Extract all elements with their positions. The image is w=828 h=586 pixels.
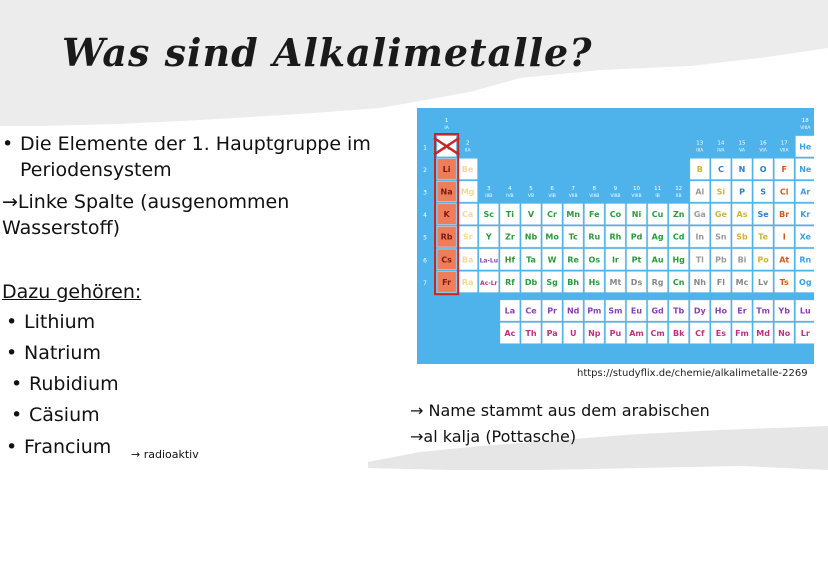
element-Zr-symbol: Zr: [505, 232, 515, 242]
lanthanide-Tm-symbol: Tm: [756, 306, 770, 316]
francium-note: → radioaktiv: [131, 448, 199, 461]
element-Ni-symbol: Ni: [631, 210, 642, 220]
name-origin-line-2: →al kalja (Pottasche): [410, 427, 577, 446]
period-number-4: 4: [423, 212, 427, 220]
lanthanide-Yb-symbol: Yb: [778, 306, 790, 316]
list-item-rubidium: • Rubidium: [29, 372, 119, 397]
group-roman-14: IVA: [717, 148, 725, 154]
element-Si-symbol: Si: [716, 187, 726, 197]
group-number-7: 7: [571, 185, 575, 192]
element-Cs-symbol: Cs: [441, 255, 452, 265]
element-Rb-symbol: Rb: [440, 232, 453, 242]
element-Ba-symbol: Ba: [461, 255, 474, 265]
element-La-Lu-symbol: La-Lu: [479, 257, 499, 265]
group-roman-7: VIIB: [568, 193, 578, 199]
arrow-left-column-cont: Wasserstoff): [2, 217, 120, 239]
element-Hf-symbol: Hf: [504, 255, 515, 265]
list-item-natrium: • Natrium: [24, 341, 101, 366]
element-Ar-symbol: Ar: [800, 187, 811, 197]
element-Ir-symbol: Ir: [611, 255, 619, 265]
element-K-symbol: K: [443, 210, 450, 220]
element-Pt-symbol: Pt: [631, 255, 642, 265]
element-Ti-symbol: Ti: [505, 210, 515, 220]
element-Ag-symbol: Ag: [651, 232, 664, 242]
actinide-U-symbol: U: [569, 329, 577, 339]
lanthanide-Pm-symbol: Pm: [587, 306, 602, 316]
group-number-1: 1: [444, 118, 449, 124]
element-Mt-symbol: Mt: [609, 277, 622, 287]
period-number-5: 5: [423, 234, 427, 242]
element-Ru-symbol: Ru: [588, 232, 601, 242]
arrow-left-column: →Linke Spalte (ausgenommen: [2, 191, 290, 213]
element-Ra-symbol: Ra: [461, 277, 474, 287]
element-Pd-symbol: Pd: [630, 232, 643, 242]
group-number-9: 9: [613, 185, 618, 192]
element-I-symbol: I: [782, 232, 786, 242]
group-roman-1: IA: [444, 126, 449, 131]
element-Hs-symbol: Hs: [588, 277, 601, 287]
element-Ts-symbol: Ts: [779, 277, 789, 287]
element-Pb-symbol: Pb: [715, 255, 727, 265]
element-Fr-symbol: Fr: [442, 277, 452, 287]
group-number-15: 15: [738, 140, 746, 147]
group-number-2: 2: [465, 140, 470, 147]
list-heading: Dazu gehören:: [2, 281, 142, 303]
group-number-10: 10: [633, 185, 640, 192]
element-N-symbol: N: [738, 164, 746, 174]
element-Kr-symbol: Kr: [800, 210, 811, 220]
actinide-Am-symbol: Am: [629, 329, 644, 339]
element-Sg-symbol: Sg: [546, 277, 558, 287]
lanthanide-Pr-symbol: Pr: [547, 306, 558, 316]
bullet-main-group: • Die Elemente der 1. Hauptgruppe im: [20, 132, 371, 157]
element-Br-symbol: Br: [779, 210, 790, 220]
element-Au-symbol: Au: [651, 255, 664, 265]
element-Sb-symbol: Sb: [736, 232, 748, 242]
element-Mc-symbol: Mc: [735, 277, 749, 287]
element-Os-symbol: Os: [588, 255, 601, 265]
element-Re-symbol: Re: [567, 255, 579, 265]
group-roman-5: VB: [527, 193, 535, 199]
name-origin-line: → Name stammt aus dem arabischen: [410, 401, 710, 420]
group-number-12: 12: [675, 185, 683, 192]
actinide-Ac-symbol: Ac: [504, 329, 516, 339]
group-roman-18: VIIIA: [800, 126, 811, 131]
group-number-17: 17: [780, 140, 788, 147]
element-Cu-symbol: Cu: [651, 210, 664, 220]
lanthanide-La-symbol: La: [504, 306, 516, 316]
element-Se-symbol: Se: [757, 210, 769, 220]
image-caption: https://studyflix.de/chemie/alkalimetalle-2269: [577, 368, 808, 379]
element-Hg-symbol: Hg: [672, 255, 685, 265]
group-roman-11: IB: [655, 193, 660, 199]
element-Tc-symbol: Tc: [568, 232, 578, 242]
element-W-symbol: W: [547, 255, 557, 265]
element-B-symbol: B: [696, 164, 703, 174]
lanthanide-Nd-symbol: Nd: [566, 306, 580, 316]
list-item-caesium: • Cäsium: [29, 403, 100, 428]
element-As-symbol: As: [736, 210, 748, 220]
actinide-Cm-symbol: Cm: [650, 329, 665, 339]
lanthanide-Tb-symbol: Tb: [673, 306, 685, 316]
lanthanide-Dy-symbol: Dy: [693, 306, 706, 316]
element-Cl-symbol: Cl: [779, 187, 789, 197]
element-Cd-symbol: Cd: [672, 232, 685, 242]
element-S-symbol: S: [760, 187, 766, 197]
element-Bi-symbol: Bi: [737, 255, 747, 265]
element-Ta-symbol: Ta: [526, 255, 536, 265]
element-Co-symbol: Co: [609, 210, 622, 220]
element-O-symbol: O: [759, 164, 767, 174]
lanthanide-Eu-symbol: Eu: [630, 306, 643, 316]
element-In-symbol: In: [695, 232, 705, 242]
element-Rn-symbol: Rn: [799, 255, 812, 265]
group-number-6: 6: [550, 185, 554, 192]
group-roman-8: VIIIB: [589, 193, 600, 199]
group-roman-15: VA: [739, 148, 745, 154]
element-Sc-symbol: Sc: [483, 210, 495, 220]
element-Mn-symbol: Mn: [566, 210, 581, 220]
bullet-main-group-cont: Periodensystem: [20, 159, 172, 181]
group-number-16: 16: [759, 140, 767, 147]
group-number-3: 3: [487, 185, 491, 192]
period-number-3: 3: [423, 189, 427, 197]
element-Te-symbol: Te: [758, 232, 769, 242]
element-At-symbol: At: [779, 255, 790, 265]
element-Sr-symbol: Sr: [462, 232, 473, 242]
element-Nh-symbol: Nh: [693, 277, 706, 287]
group-number-5: 5: [529, 185, 533, 192]
element-He-symbol: He: [799, 142, 812, 152]
period-number-2: 2: [423, 166, 427, 174]
element-Ac-Lr-symbol: Ac-Lr: [480, 279, 498, 287]
element-Al-symbol: Al: [695, 187, 705, 197]
element-Fl-symbol: Fl: [716, 277, 726, 287]
period-number-1: 1: [423, 144, 427, 152]
group-number-13: 13: [696, 140, 704, 147]
element-C-symbol: C: [717, 164, 724, 174]
lanthanide-Lu-symbol: Lu: [799, 306, 811, 316]
group-roman-16: VIA: [759, 148, 767, 154]
group-roman-17: VIIA: [779, 148, 789, 154]
element-Ds-symbol: Ds: [630, 277, 643, 287]
group-number-8: 8: [592, 185, 597, 192]
actinide-Lr-symbol: Lr: [800, 329, 810, 339]
lanthanide-Gd-symbol: Gd: [651, 306, 664, 316]
slide-title: Was sind Alkalimetalle?: [62, 30, 593, 75]
element-Lv-symbol: Lv: [757, 277, 769, 287]
element-Y-symbol: Y: [485, 232, 492, 242]
group-roman-9: VIIIB: [610, 193, 621, 199]
element-Na-symbol: Na: [440, 187, 453, 197]
actinide-Fm-symbol: Fm: [735, 329, 749, 339]
element-Po-symbol: Po: [757, 255, 769, 265]
element-Rg-symbol: Rg: [651, 277, 664, 287]
element-Nb-symbol: Nb: [524, 232, 538, 242]
group-number-14: 14: [717, 140, 725, 147]
actinide-Md-symbol: Md: [756, 329, 770, 339]
element-Rh-symbol: Rh: [609, 232, 622, 242]
period-number-6: 6: [423, 257, 427, 265]
group-number-4: 4: [508, 185, 512, 192]
element-Mg-symbol: Mg: [460, 187, 475, 197]
element-V-symbol: V: [527, 210, 535, 220]
element-Mo-symbol: Mo: [545, 232, 559, 242]
element-Zn-symbol: Zn: [672, 210, 685, 220]
element-Be-symbol: Be: [461, 164, 474, 174]
lanthanide-Er-symbol: Er: [737, 306, 747, 316]
element-P-symbol: P: [739, 187, 745, 197]
group-roman-2: IIA: [464, 148, 471, 154]
element-Bh-symbol: Bh: [567, 277, 580, 287]
group-roman-13: IIIA: [696, 148, 704, 154]
element-Sn-symbol: Sn: [715, 232, 727, 242]
element-Cn-symbol: Cn: [672, 277, 685, 287]
actinide-No-symbol: No: [778, 329, 791, 339]
lanthanide-Ho-symbol: Ho: [714, 306, 728, 316]
group-roman-4: IVB: [506, 193, 514, 199]
actinide-Bk-symbol: Bk: [672, 329, 685, 339]
element-Rf-symbol: Rf: [505, 277, 515, 287]
actinide-Pu-symbol: Pu: [609, 329, 622, 339]
element-Fe-symbol: Fe: [589, 210, 600, 220]
actinide-Np-symbol: Np: [588, 329, 601, 339]
element-Tl-symbol: Tl: [695, 255, 704, 265]
group-roman-10: VIIIB: [631, 193, 642, 199]
actinide-Cf-symbol: Cf: [695, 329, 705, 339]
element-Ga-symbol: Ga: [693, 210, 706, 220]
actinide-Pa-symbol: Pa: [546, 329, 558, 339]
group-roman-12: IIB: [675, 193, 682, 199]
element-Ne-symbol: Ne: [799, 164, 812, 174]
element-Cr-symbol: Cr: [547, 210, 558, 220]
element-Ca-symbol: Ca: [462, 210, 474, 220]
element-Ge-symbol: Ge: [714, 210, 727, 220]
group-number-18: 18: [801, 118, 809, 124]
period-number-7: 7: [423, 279, 427, 287]
periodic-table-image: [417, 108, 814, 364]
group-roman-3: IIIB: [485, 193, 493, 199]
element-Xe-symbol: Xe: [799, 232, 811, 242]
actinide-Th-symbol: Th: [525, 329, 537, 339]
list-item-lithium: • Lithium: [24, 310, 95, 335]
group-number-11: 11: [654, 185, 662, 192]
element-F-symbol: F: [781, 164, 787, 174]
lanthanide-Sm-symbol: Sm: [608, 306, 623, 316]
element-Db-symbol: Db: [524, 277, 538, 287]
list-item-francium: • Francium: [24, 435, 111, 460]
element-Li-symbol: Li: [442, 164, 451, 174]
actinide-Es-symbol: Es: [715, 329, 727, 339]
group-roman-6: VIB: [548, 193, 556, 199]
element-Og-symbol: Og: [799, 277, 812, 287]
lanthanide-Ce-symbol: Ce: [525, 306, 537, 316]
